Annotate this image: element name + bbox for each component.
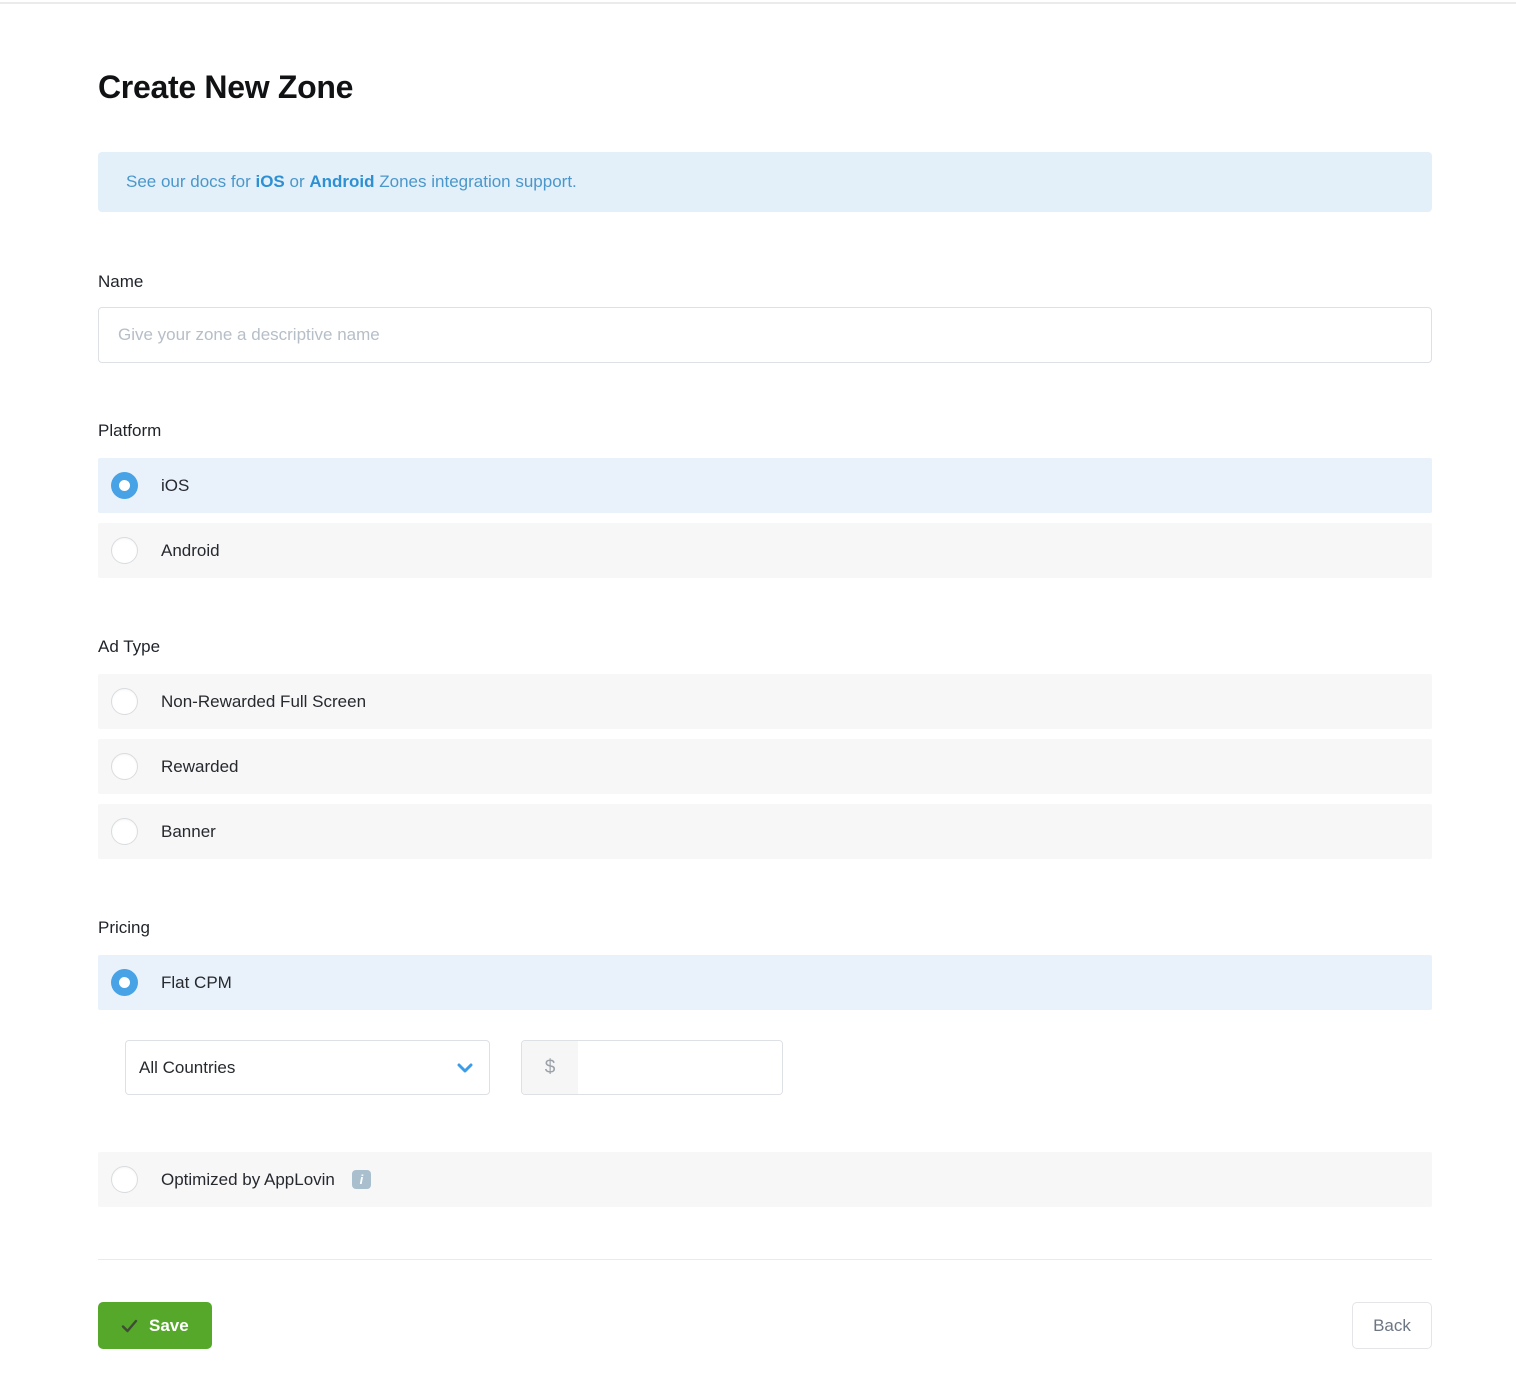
create-zone-form	[98, 68, 1432, 1380]
platform-option-ios[interactable]	[98, 458, 1432, 513]
radio-ios[interactable]	[111, 472, 138, 499]
pricing-options	[98, 955, 1432, 1010]
ad-type-options	[98, 674, 1432, 859]
radio-banner[interactable]	[111, 818, 138, 845]
ad-type-option-non-rewarded[interactable]	[98, 674, 1432, 729]
docs-info-banner	[98, 152, 1432, 212]
back-button[interactable]: Back	[1352, 1302, 1432, 1349]
platform-option-android[interactable]	[98, 523, 1432, 578]
ad-type-option-label: Banner	[161, 821, 216, 841]
chevron-down-icon	[457, 1063, 473, 1073]
radio-flat-cpm[interactable]	[111, 969, 138, 996]
page-title: Create New Zone	[98, 69, 354, 105]
optimized-option-label: Optimized by AppLovin	[161, 1169, 335, 1189]
ad-type-label: Ad Type	[98, 637, 161, 656]
ios-docs-link[interactable]: iOS	[255, 172, 285, 191]
banner-text-prefix: See our docs for	[126, 172, 251, 191]
country-select-value: All Countries	[139, 1057, 236, 1077]
country-select[interactable]	[125, 1040, 490, 1095]
dollar-prefix: $	[522, 1041, 578, 1094]
name-label: Name	[98, 272, 144, 291]
save-button[interactable]	[98, 1302, 212, 1349]
pricing-option-flat-cpm[interactable]	[98, 955, 1432, 1010]
zone-name-input[interactable]	[98, 307, 1432, 363]
pricing-option-label: Flat CPM	[161, 972, 232, 992]
banner-text-suffix: Zones integration support.	[379, 172, 577, 191]
ad-type-option-label: Non-Rewarded Full Screen	[161, 691, 367, 711]
form-footer	[98, 1302, 1432, 1380]
platform-option-label: iOS	[161, 475, 190, 495]
cpm-amount-input[interactable]	[578, 1041, 782, 1094]
platform-label: Platform	[98, 421, 162, 440]
radio-android[interactable]	[111, 537, 138, 564]
radio-non-rewarded[interactable]	[111, 688, 138, 715]
ad-type-option-rewarded[interactable]	[98, 739, 1432, 794]
optimized-option-list	[98, 1152, 1432, 1207]
pricing-option-optimized[interactable]	[98, 1152, 1432, 1207]
info-icon[interactable]: i	[352, 1170, 371, 1189]
footer-divider	[98, 1259, 1432, 1260]
banner-text-or: or	[289, 172, 305, 191]
platform-option-label: Android	[161, 540, 220, 560]
cpm-price-field	[521, 1040, 783, 1095]
platform-options	[98, 458, 1432, 578]
flat-cpm-controls	[125, 1040, 1432, 1095]
save-button-label: Save	[149, 1315, 189, 1335]
check-icon	[121, 1319, 138, 1333]
radio-rewarded[interactable]	[111, 753, 138, 780]
radio-optimized[interactable]	[111, 1166, 138, 1193]
top-border	[0, 2, 1516, 4]
ad-type-option-label: Rewarded	[161, 756, 239, 776]
pricing-label: Pricing	[98, 918, 150, 937]
android-docs-link[interactable]: Android	[309, 172, 375, 191]
ad-type-option-banner[interactable]	[98, 804, 1432, 859]
